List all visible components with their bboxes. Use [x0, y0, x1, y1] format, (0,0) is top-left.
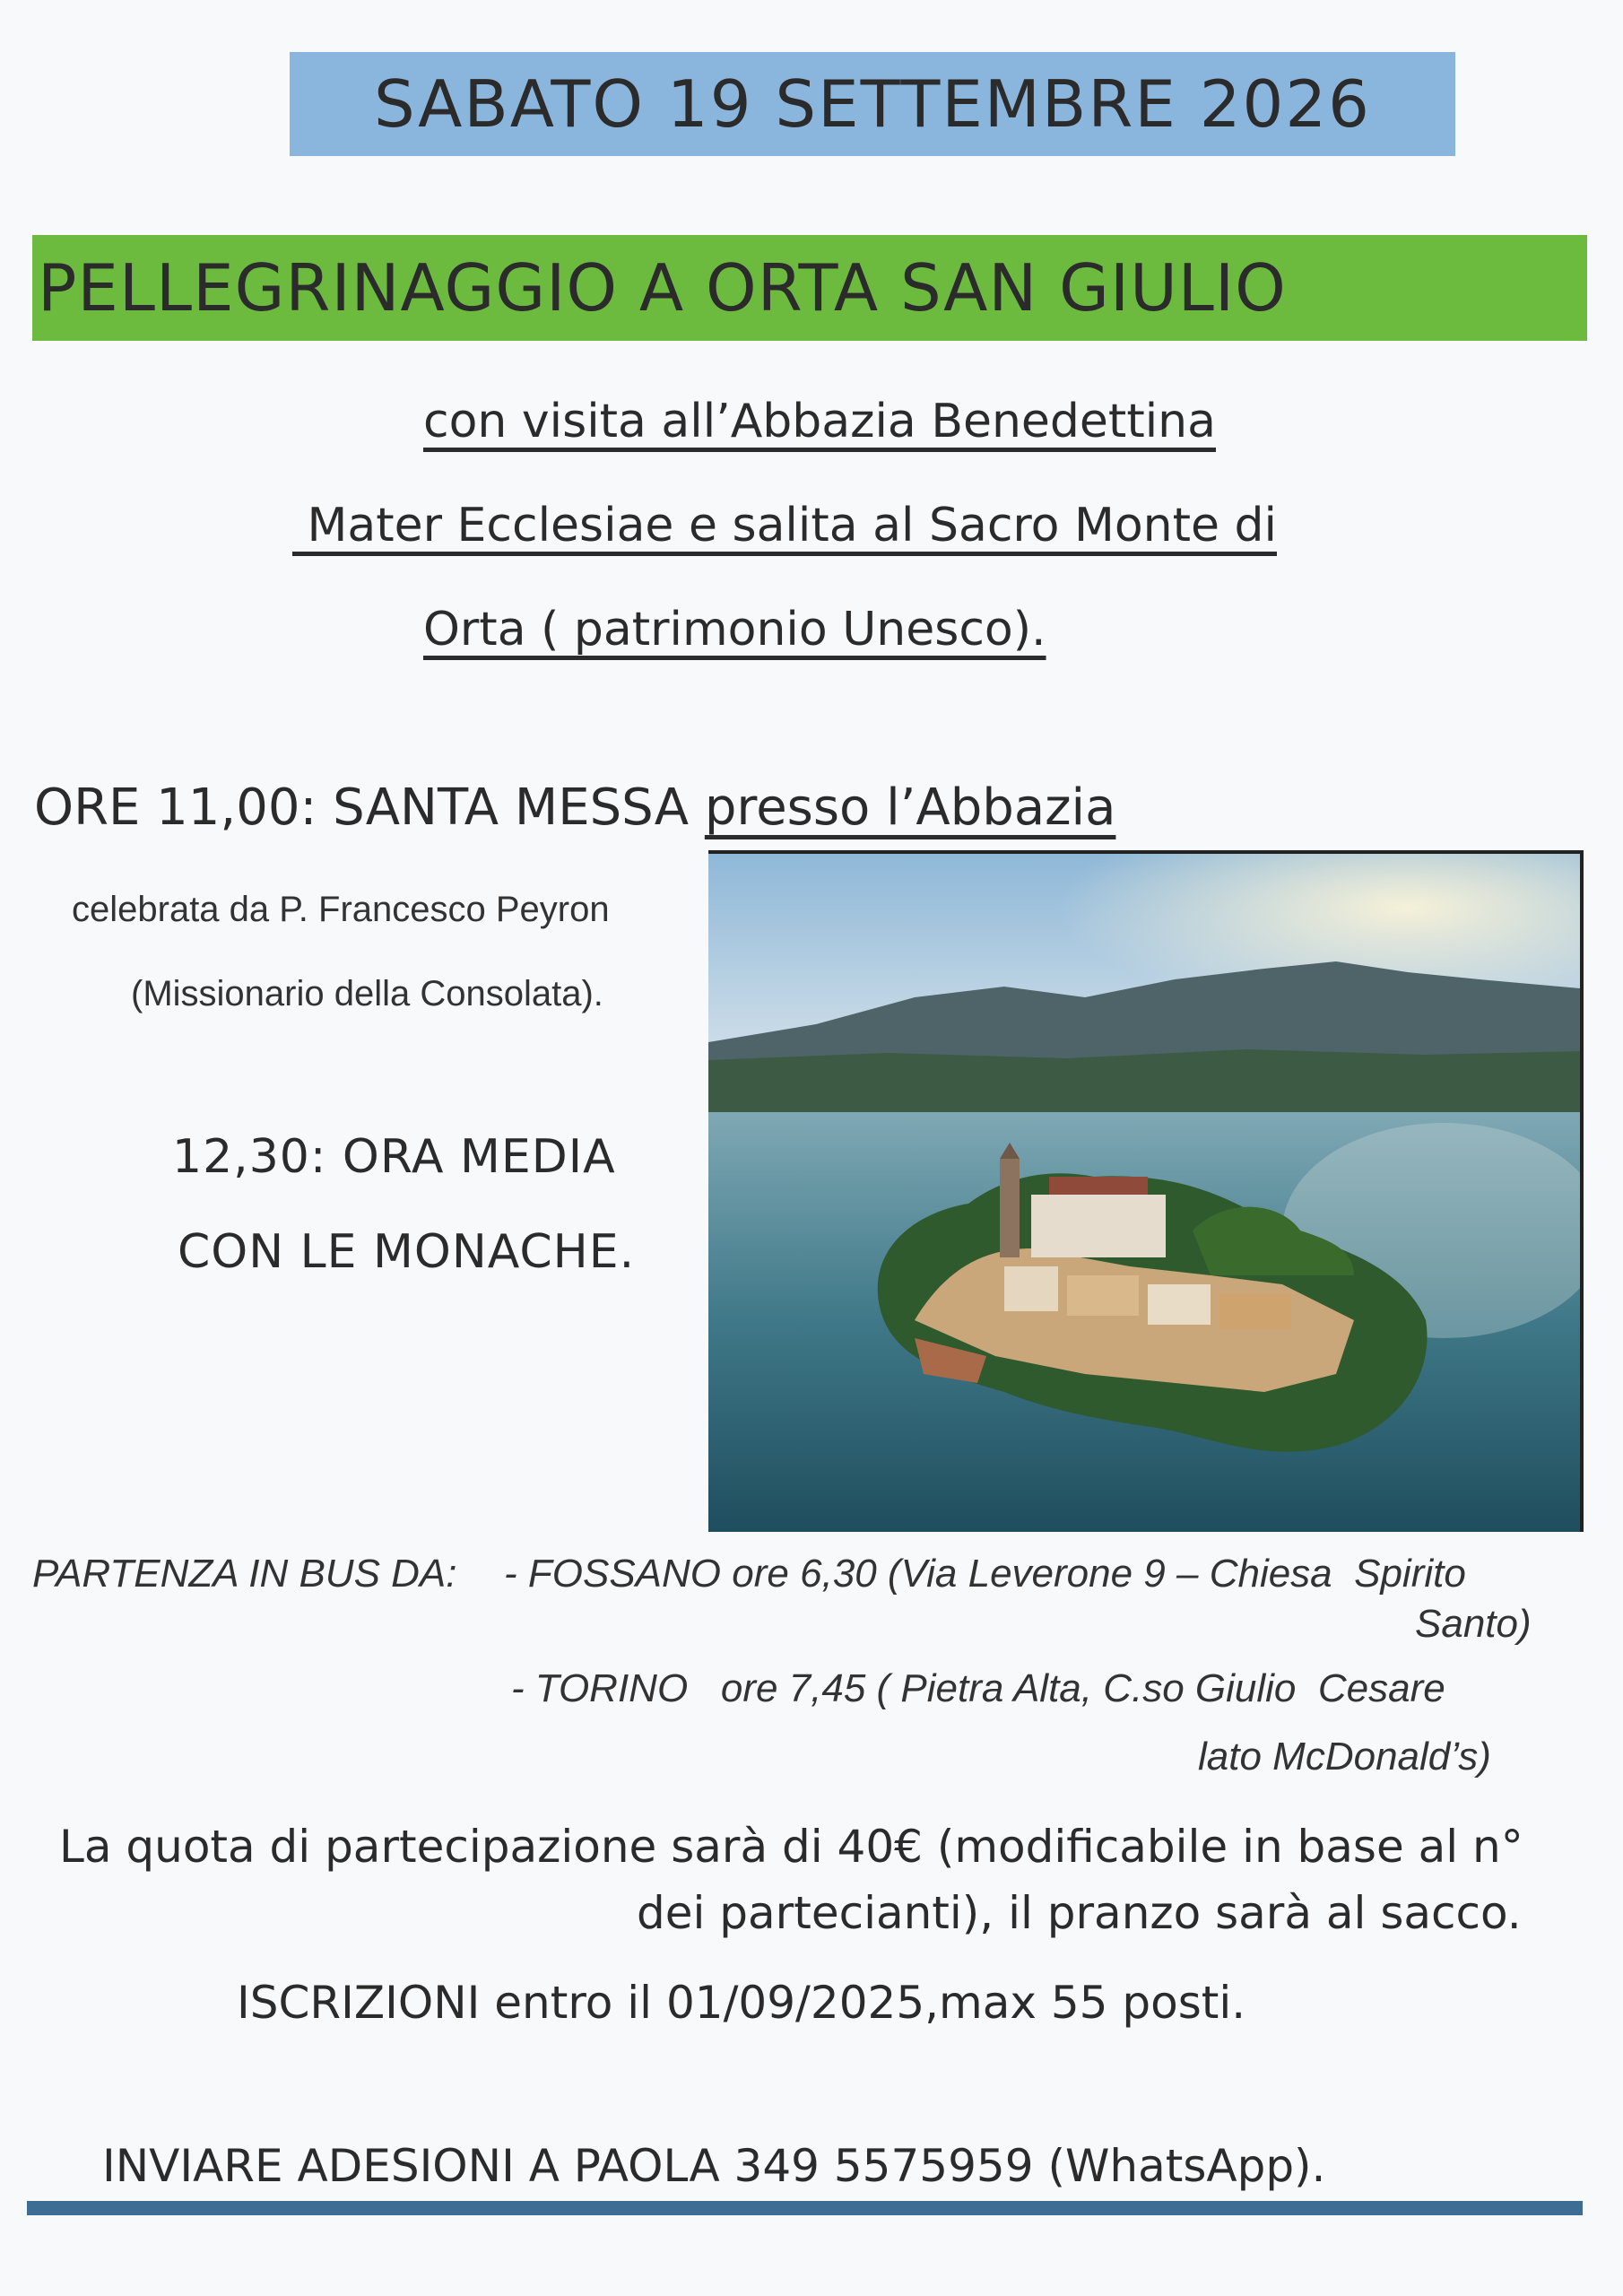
bus-departure-label: PARTENZA IN BUS DA:	[32, 1552, 457, 1596]
subtitle-line-2: Mater Ecclesiae e salita al Sacro Monte di	[292, 499, 1277, 552]
bus-fossano: - FOSSANO ore 6,30 (Via Leverone 9 – Chiesa Spirito	[504, 1552, 1466, 1596]
registration-info: ISCRIZIONI entro il 01/09/2025,max 55 posti.	[237, 1977, 1246, 2029]
subtitle-line-3: Orta ( patrimonio Unesco).	[423, 603, 1046, 657]
bus-torino: - TORINO ore 7,45 ( Pietra Alta, C.so Giulio Cesare	[511, 1666, 1445, 1710]
bus-torino-cont: lato McDonald’s)	[1198, 1735, 1491, 1779]
lake-island-illustration	[708, 854, 1580, 1532]
contact-info: INVIARE ADESIONI A PAOLA 349 5575959 (WhatsApp).	[102, 2140, 1326, 2192]
fee-line-2: dei partecianti), il pranzo sarà al sacco.	[637, 1887, 1522, 1939]
island-photo	[708, 850, 1584, 1532]
bus-fossano-cont: Santo)	[1415, 1602, 1532, 1646]
ora-media-line-1: 12,30: ORA MEDIA	[172, 1130, 616, 1184]
mass-time: ORE 11,00: SANTA MESSA	[34, 778, 705, 837]
mass-place: presso l’Abbazia	[704, 778, 1116, 837]
event-date: SABATO 19 SETTEMBRE 2026	[374, 66, 1371, 142]
event-title: PELLEGRINAGGIO A ORTA SAN GIULIO	[38, 250, 1287, 326]
fee-line-1: La quota di partecipazione sarà di 40€ (modificabile in base al n°	[59, 1821, 1523, 1873]
celebrant-note: (Missionario della Consolata).	[131, 974, 603, 1013]
mass-heading	[34, 778, 1115, 837]
subtitle-line-1: con visita all’Abbazia Benedettina	[423, 395, 1216, 448]
ora-media-line-2: CON LE MONACHE.	[178, 1225, 636, 1279]
footer-divider	[27, 2201, 1583, 2215]
date-banner	[290, 52, 1455, 156]
celebrant: celebrata da P. Francesco Peyron	[72, 890, 610, 929]
title-banner	[32, 235, 1587, 341]
